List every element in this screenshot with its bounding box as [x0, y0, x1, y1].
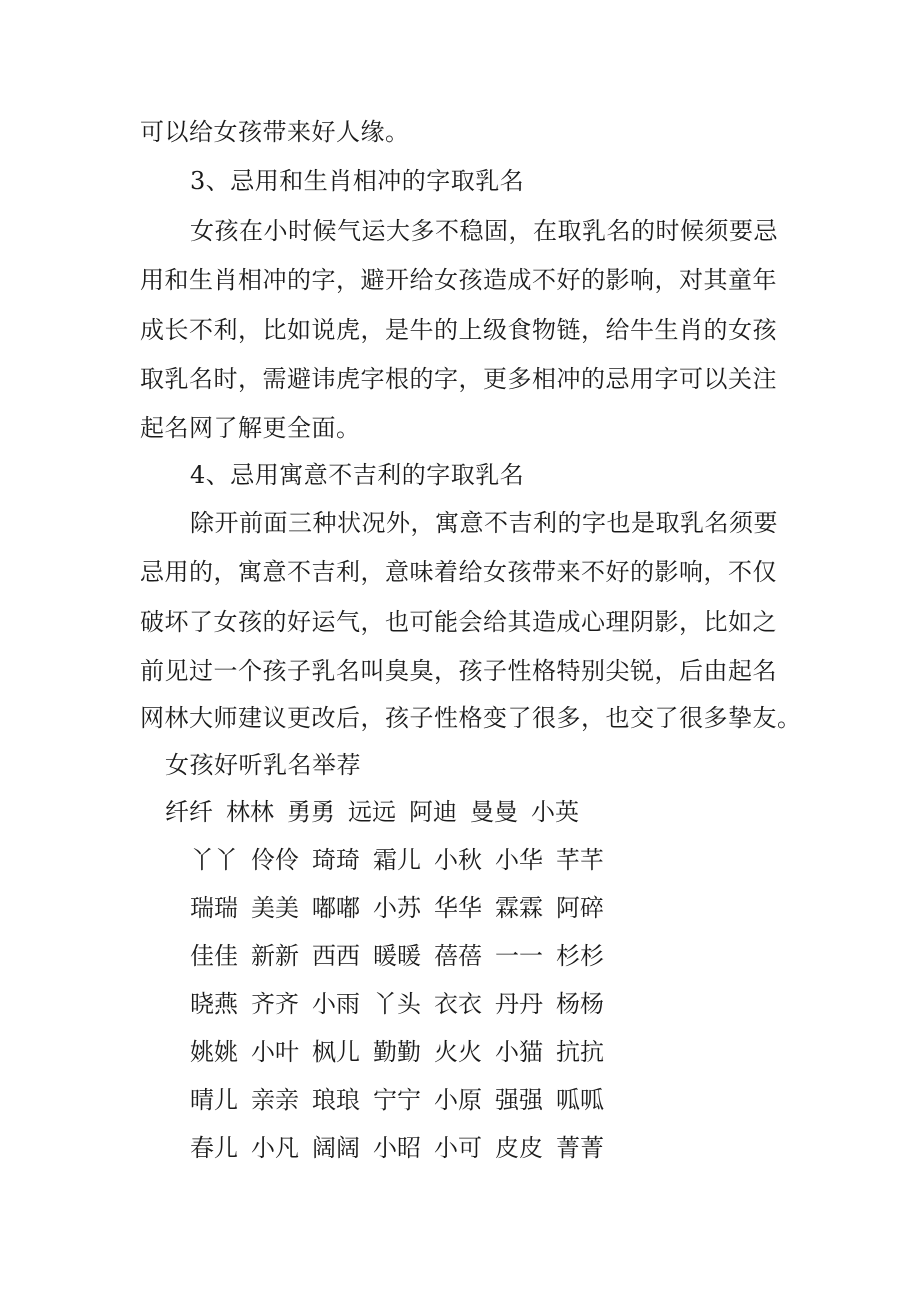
name-item: 琅琅: [312, 1086, 360, 1114]
name-item: 小原: [434, 1086, 482, 1114]
name-item: 嘟嘟: [312, 894, 360, 922]
section-heading-3: 3、忌用和生肖相冲的字取乳名: [190, 167, 525, 195]
name-item: 阔阔: [312, 1134, 360, 1162]
name-item: 美美: [251, 894, 299, 922]
name-item: 佳佳: [190, 942, 238, 970]
name-item: 小猫: [495, 1038, 543, 1066]
paragraph-3-line-3: 成长不利，比如说虎，是牛的上级食物链，给牛生肖的女孩: [140, 316, 777, 344]
section-heading-4: 4、忌用寓意不吉利的字取乳名: [190, 461, 525, 489]
name-item: 西西: [312, 942, 360, 970]
name-item: 抗抗: [556, 1038, 604, 1066]
name-item: 华华: [434, 894, 482, 922]
name-item: 小昭: [373, 1134, 421, 1162]
name-item: 亲亲: [251, 1086, 299, 1114]
name-item: 丫丫: [190, 846, 238, 874]
name-item: 春儿: [190, 1134, 238, 1162]
name-item: 小华: [495, 846, 543, 874]
paragraph-3-line-1: 女孩在小时候气运大多不稳固，在取乳名的时候须要忌: [190, 217, 778, 245]
name-list-title: 女孩好听乳名举荐: [165, 751, 361, 779]
name-item: 小雨: [312, 990, 360, 1018]
name-row: [190, 1083, 617, 1117]
paragraph-4-line-4: 前见过一个孩子乳名叫臭臭，孩子性格特别尖锐，后由起名: [140, 657, 777, 685]
name-item: 小可: [434, 1134, 482, 1162]
name-item: 一一: [495, 942, 543, 970]
name-item: 小秋: [434, 846, 482, 874]
name-item: 小苏: [373, 894, 421, 922]
name-item: 远远: [348, 798, 396, 826]
name-item: 暖暖: [373, 942, 421, 970]
name-item: 纤纤: [165, 798, 213, 826]
name-row: [190, 843, 617, 877]
name-item: 阿碎: [556, 894, 604, 922]
name-item: 宁宁: [373, 1086, 421, 1114]
name-item: 琦琦: [312, 846, 360, 874]
name-item: 小凡: [251, 1134, 299, 1162]
name-item: 呱呱: [556, 1086, 604, 1114]
name-item: 瑞瑞: [190, 894, 238, 922]
name-item: 小英: [531, 798, 579, 826]
name-item: 新新: [251, 942, 299, 970]
name-row: [190, 1035, 617, 1069]
name-row: [190, 939, 617, 973]
name-item: 小叶: [251, 1038, 299, 1066]
name-item: 枫儿: [312, 1038, 360, 1066]
name-item: 皮皮: [495, 1134, 543, 1162]
name-item: 丹丹: [495, 990, 543, 1018]
name-item: 晓燕: [190, 990, 238, 1018]
name-item: 霖霖: [495, 894, 543, 922]
name-row: [190, 891, 617, 925]
name-item: 丫头: [373, 990, 421, 1018]
name-item: 伶伶: [251, 846, 299, 874]
name-item: 勇勇: [287, 798, 335, 826]
name-item: 杨杨: [556, 990, 604, 1018]
name-row: [190, 1131, 617, 1165]
name-item: 晴儿: [190, 1086, 238, 1114]
name-item: 杉杉: [556, 942, 604, 970]
name-row: [165, 795, 592, 829]
name-item: 火火: [434, 1038, 482, 1066]
paragraph-tail: 可以给女孩带来好人缘。: [140, 118, 410, 146]
name-item: 姚姚: [190, 1038, 238, 1066]
name-item: 蓓蓓: [434, 942, 482, 970]
paragraph-3-line-2: 用和生肖相冲的字，避开给女孩造成不好的影响，对其童年: [140, 266, 777, 294]
name-item: 强强: [495, 1086, 543, 1114]
name-item: 曼曼: [470, 798, 518, 826]
name-item: 齐齐: [251, 990, 299, 1018]
paragraph-3-line-4: 取乳名时，需避讳虎字根的字，更多相冲的忌用字可以关注: [140, 365, 777, 393]
paragraph-4-line-1: 除开前面三种状况外，寓意不吉利的字也是取乳名须要: [190, 509, 778, 537]
name-item: 霜儿: [373, 846, 421, 874]
paragraph-4-line-3: 破坏了女孩的好运气，也可能会给其造成心理阴影，比如之: [140, 608, 777, 636]
name-item: 阿迪: [409, 798, 457, 826]
name-row: [190, 987, 617, 1021]
paragraph-4-line-5: 网林大师建议更改后，孩子性格变了很多，也交了很多挚友。: [140, 704, 802, 732]
paragraph-3-line-5: 起名网了解更全面。: [140, 414, 361, 442]
name-item: 林林: [226, 798, 274, 826]
name-item: 菁菁: [556, 1134, 604, 1162]
name-item: 勤勤: [373, 1038, 421, 1066]
name-item: 芊芊: [556, 846, 604, 874]
paragraph-4-line-2: 忌用的，寓意不吉利，意味着给女孩带来不好的影响，不仅: [140, 558, 777, 586]
name-item: 衣衣: [434, 990, 482, 1018]
